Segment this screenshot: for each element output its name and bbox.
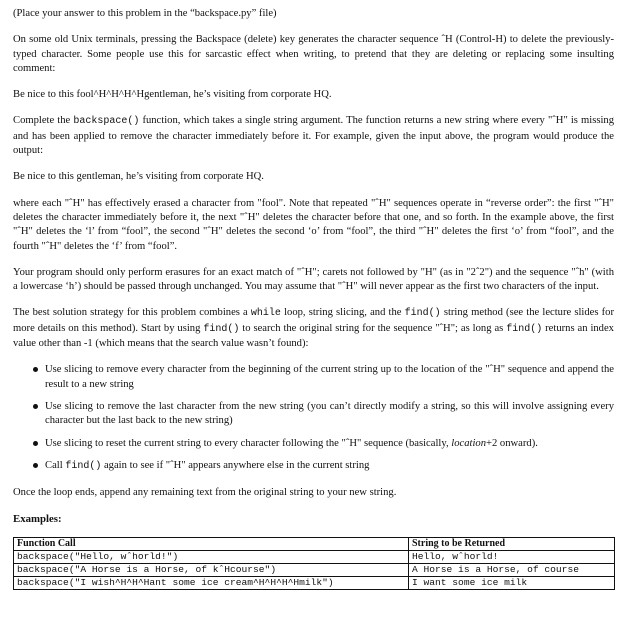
column-header-function-call: Function Call xyxy=(14,537,409,550)
list-item xyxy=(13,437,614,451)
example-output-line: Be nice to this gentleman, he’s visiting from corporate HQ. xyxy=(13,171,264,183)
return-value-cell: A Horse is a Horse, of course xyxy=(409,563,615,576)
strategy-steps-list xyxy=(13,363,614,474)
list-item xyxy=(13,400,614,429)
column-header-return-value: String to be Returned xyxy=(409,537,615,550)
inline-code: find() xyxy=(65,460,102,472)
table-row xyxy=(14,576,615,589)
text-segment: The best solution strategy for this problem combines a xyxy=(13,307,251,319)
example-input-line: Be nice to this fool^H^H^H^Hgentleman, he’s visiting from corporate HQ. xyxy=(13,89,332,101)
paragraph-conclusion: Once the loop ends, append any remaining text from the original string to your new string. xyxy=(13,487,397,499)
text-segment: Use slicing to reset the current string to every character following the "ˆH" sequence (basically, xyxy=(45,437,452,449)
paragraph-task xyxy=(13,114,614,158)
bullet-icon xyxy=(33,404,38,409)
list-item xyxy=(13,363,614,392)
text-segment: +2 onward). xyxy=(486,437,538,449)
text-segment: to search the original string for the sequence "ˆH"; as long as xyxy=(239,322,507,334)
text-segment: returns an index value other than -1 (which means that the search value wasn’t found): xyxy=(13,322,614,350)
text-segment: function, which takes a single string argument. The function returns a new string where every "ˆH" is missing and has been applied to remove the character immediately before it. For example, given the input above, the program would produce the output: xyxy=(13,115,614,157)
inline-code: find() xyxy=(404,308,441,320)
emphasis-text: location xyxy=(451,437,486,449)
inline-code: find() xyxy=(506,323,543,335)
function-call-cell: backspace("I wish^H^H^Hant some ice cream^H^H^H^Hmilk") xyxy=(14,576,409,589)
list-item-text: Use slicing to remove the last character from the new string (you can’t directly modify a string, so this will involve assigning every character but the last back to the new string) xyxy=(45,400,614,427)
return-value-cell: Hello, wˆhorld! xyxy=(409,550,615,563)
bullet-icon xyxy=(33,463,38,468)
paragraph-rules: Your program should only perform erasures for an exact match of "ˆH"; carets not followed by "H" (as in "2ˆ2") and the sequence "ˆh" (with a lowercase ‘h’) should be passed through unchanged. You may assume that "ˆH" will never appear as the first two characters of the input. xyxy=(13,266,614,293)
inline-code: while xyxy=(250,308,281,320)
bullet-icon xyxy=(33,367,38,372)
examples-heading: Examples: xyxy=(13,513,62,526)
text-segment: Call xyxy=(45,459,66,471)
intro-note: (Place your answer to this problem in the “backspace.py” file) xyxy=(13,8,277,19)
bullet-icon xyxy=(33,441,38,446)
text-segment: loop, string slicing, and the xyxy=(280,307,405,319)
text-segment: string method (see the lecture slides for more details on this method). Start by using xyxy=(13,307,614,334)
inline-code: backspace() xyxy=(73,116,140,128)
text-segment: again to see if "ˆH" appears anywhere else in the current string xyxy=(101,459,370,471)
list-item xyxy=(13,459,614,474)
paragraph-explanation: where each "ˆH" has effectively erased a character from "fool". Note that repeated "ˆH" sequences operate in “reverse order”: the first "ˆH" deletes the character immediately before it, the next "ˆH" deletes the character before that one, and so forth. In the example above, the first "ˆH" deletes the ‘l’ from “fool”, the second "ˆH" deletes the second ‘o’ from “fool”, the third "ˆH" deletes the first ‘o’ from “fool”, and the fourth "ˆH" deletes the ‘f’ from “fool”. xyxy=(13,197,614,252)
function-call-cell: backspace("Hello, wˆhorld!") xyxy=(14,550,409,563)
table-row xyxy=(14,563,615,576)
examples-table xyxy=(13,537,615,590)
table-header-row xyxy=(14,537,615,550)
function-call-cell: backspace("A Horse is a Horse, of kˆHcourse") xyxy=(14,563,409,576)
document xyxy=(13,7,614,590)
text-segment: Complete the xyxy=(13,115,74,127)
paragraph-description: On some old Unix terminals, pressing the Backspace (delete) key generates the character sequence ˆH (Control-H) to delete the previously-typed character. Some people use this for sarcastic effect when writing, to pretend that they are deleting or replacing some insulting comment: xyxy=(13,34,614,74)
inline-code: find() xyxy=(203,323,240,335)
list-item-text: Use slicing to remove every character from the beginning of the current string up to the location of the "ˆH" sequence and append the result to a new string xyxy=(45,364,614,390)
return-value-cell: I want some ice milk xyxy=(409,576,615,589)
paragraph-strategy xyxy=(13,306,614,351)
table-row xyxy=(14,550,615,563)
